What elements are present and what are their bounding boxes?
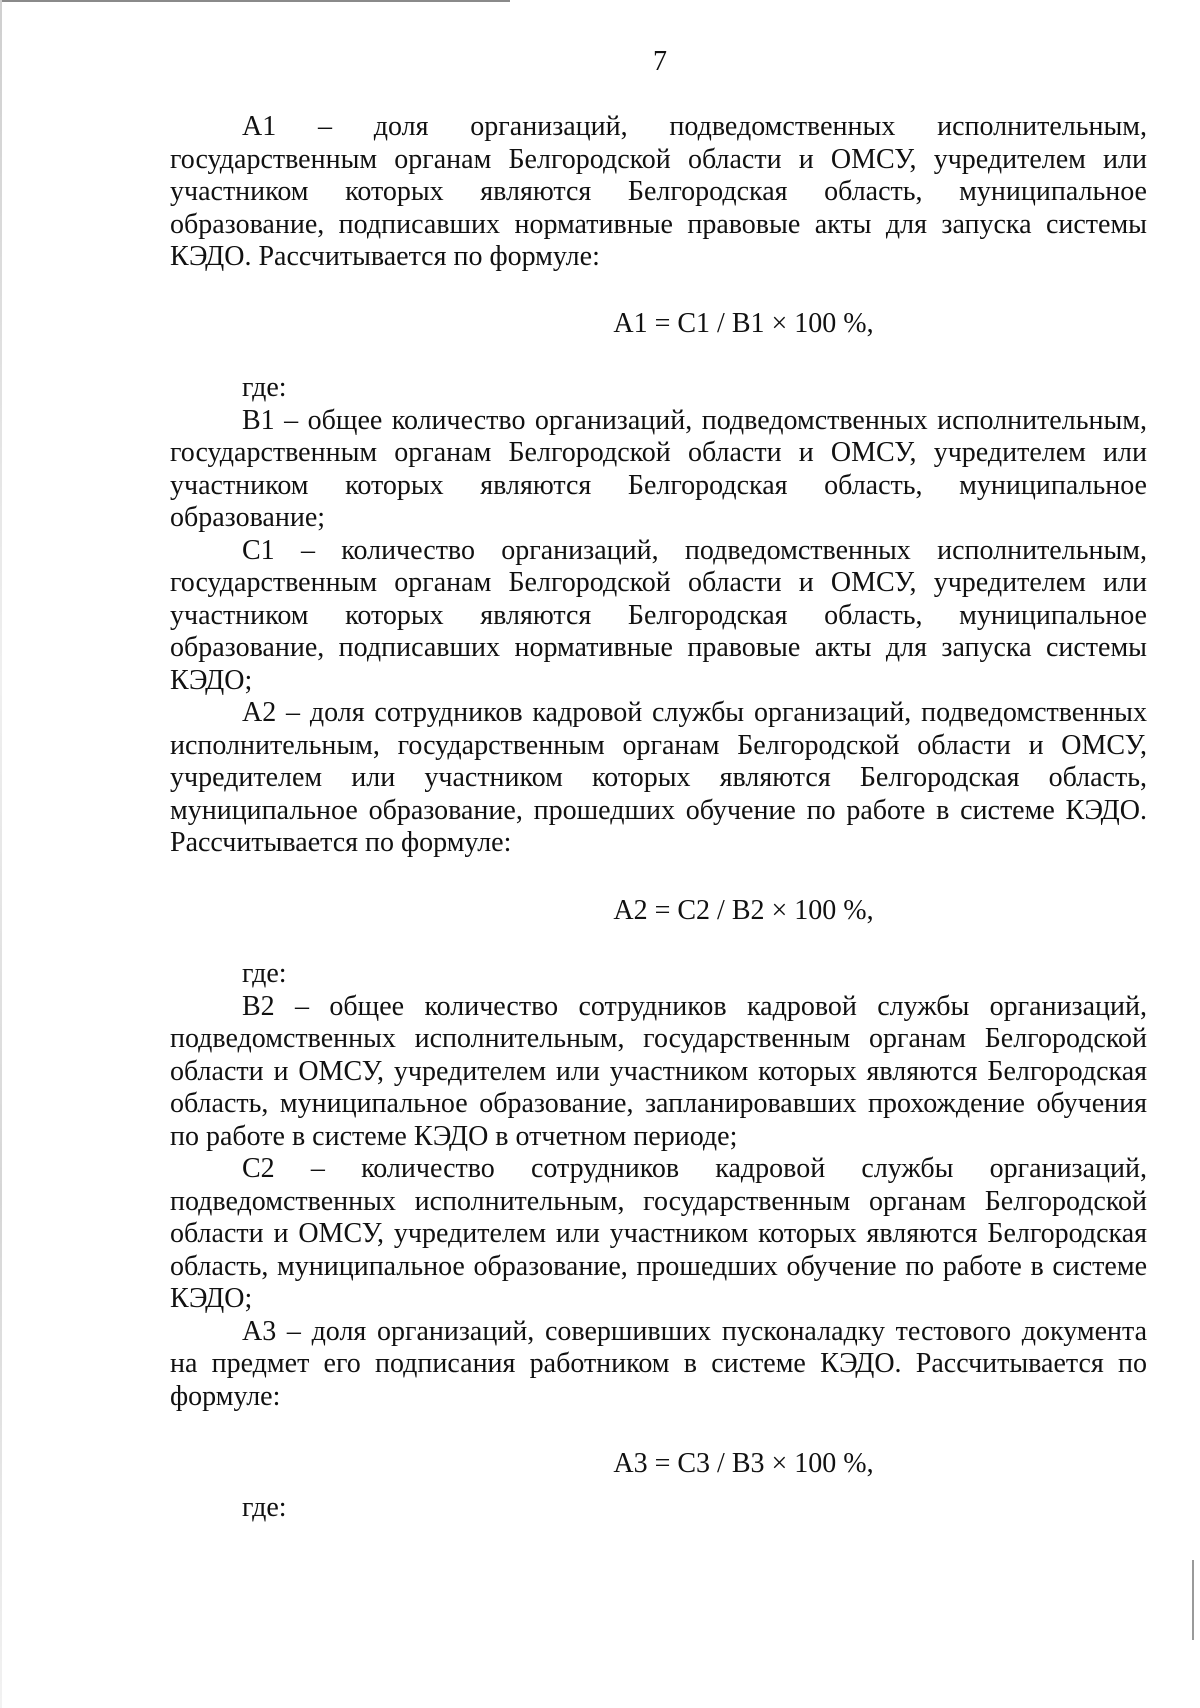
paragraph-c1-definition: С1 – количество организаций, подведомственных исполнительным, государственным органам Белгородской области и ОМСУ, учредителем или участником которых являются Белгородская область, муниципальное образование, подписавших нормативные правовые акты для запуска системы КЭДО; [170, 534, 1147, 696]
document-body [170, 111, 1147, 1524]
paragraph-b1-definition: В1 – общее количество организаций, подведомственных исполнительным, государственным органам Белгородской области и ОМСУ, учредителем или участником которых являются Белгородская область, муниципальное образование; [170, 404, 1147, 533]
where-label-2: где: [242, 958, 287, 989]
page-number: 7 [653, 46, 667, 77]
formula-a2: А2 = С2 / В2 × 100 %, [613, 894, 874, 926]
where-label-3: где: [242, 1491, 287, 1523]
formula-a1: А1 = С1 / В1 × 100 %, [613, 307, 874, 339]
scan-top-edge [0, 0, 510, 2]
paragraph-b2-definition: В2 – общее количество сотрудников кадровой службы организаций, подведомственных исполнительным, государственным органам Белгородской области и ОМСУ, учредителем или участником которых являются Белгородская область, муниципальное образование, запланировавших прохождение обучения по работе в системе КЭДО в отчетном периоде; [170, 990, 1147, 1152]
scan-left-edge [0, 0, 2, 1708]
paragraph-a1-definition: А1 – доля организаций, подведомственных исполнительным, государственным органам Белгородской области и ОМСУ, учредителем или участником которых являются Белгородская область, муниципальное образование, подписавших нормативные правовые акты для запуска системы КЭДО. Рассчитывается по формуле: [170, 111, 1147, 272]
formula-a3: А3 = С3 / В3 × 100 %, [613, 1448, 874, 1479]
paragraph-c2-definition: С2 – количество сотрудников кадровой службы организаций, подведомственных исполнительным, государственным органам Белгородской области и ОМСУ, учредителем или участником которых являются Белгородская область, муниципальное образование, прошедших обучение по работе в системе КЭДО; [170, 1153, 1147, 1314]
scan-right-mark [1192, 1560, 1194, 1640]
paragraph-a3-definition: А3 – доля организаций, совершивших пусконаладку тестового документа на предмет его подписания работником в системе КЭДО. Рассчитывается по формуле: [170, 1315, 1147, 1412]
paragraph-a2-definition: А2 – доля сотрудников кадровой службы организаций, подведомственных исполнительным, государственным органам Белгородской области и ОМСУ, учредителем или участником которых являются Белгородская область, муниципальное образование, прошедших обучение по работе в системе КЭДО. Рассчитывается по формуле: [170, 697, 1147, 858]
where-label-1: где: [242, 372, 287, 403]
